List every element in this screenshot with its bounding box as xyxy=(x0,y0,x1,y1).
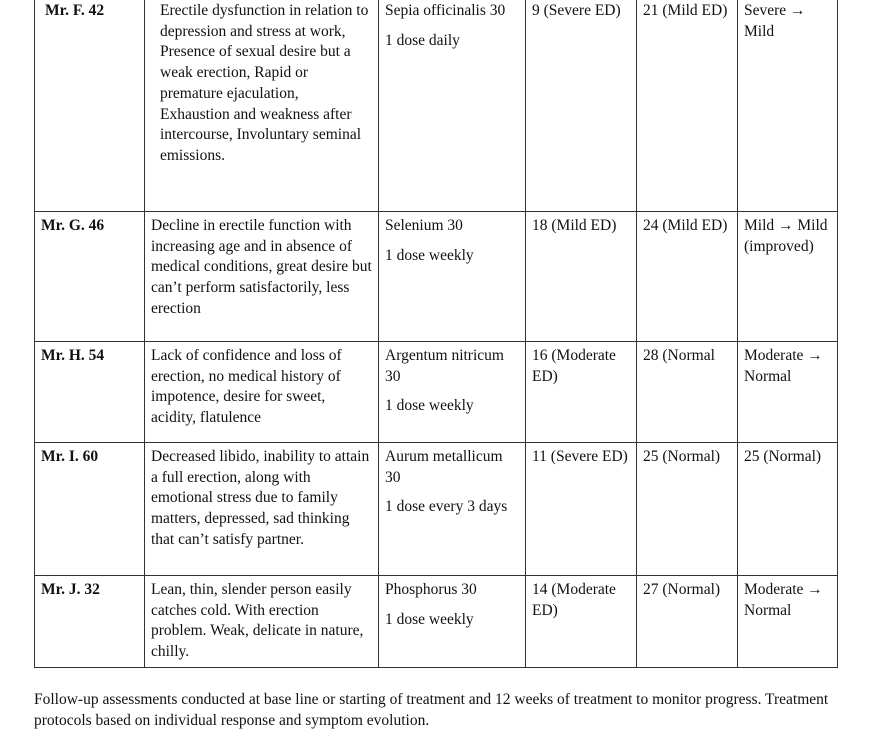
baseline-score-cell: 18 (Mild ED) xyxy=(526,212,637,342)
table-row xyxy=(35,0,838,212)
remedy-cell xyxy=(379,443,526,576)
dose: 1 dose daily xyxy=(385,31,460,49)
patient-cell: Mr. F. 42 xyxy=(35,0,145,212)
case-table xyxy=(34,0,838,668)
table-row xyxy=(35,342,838,443)
symptoms-cell: Erectile dysfunction in relation to depression and stress at work, Presence of sexual desire but a weak erection, Rapid or premature ejaculation, Exhaustion and weakness after intercourse, Involuntary seminal emissions. xyxy=(145,0,379,212)
followup-score-cell: 24 (Mild ED) xyxy=(637,212,738,342)
dose: 1 dose weekly xyxy=(385,610,474,628)
dose: 1 dose weekly xyxy=(385,397,474,415)
patient-cell: Mr. G. 46 xyxy=(35,212,145,342)
baseline-score-cell: 14 (Moderate ED) xyxy=(526,576,637,668)
patient-cell: Mr. I. 60 xyxy=(35,443,145,576)
remedy-cell xyxy=(379,0,526,212)
patient-cell: Mr. H. 54 xyxy=(35,342,145,443)
followup-score-cell: 27 (Normal) xyxy=(637,576,738,668)
symptoms-cell: Decreased libido, inability to attain a full erection, along with emotional stress due to family matters, depressed, sad thinking that can’t satisfy partner. xyxy=(145,443,379,576)
symptoms-cell: Lack of confidence and loss of erection, no medical history of impotence, desire for sweet, acidity, flatulence xyxy=(145,342,379,443)
outcome-cell: Moderate → Normal xyxy=(738,576,838,668)
symptoms-cell: Lean, thin, slender person easily catches cold. With erection problem. Weak, delicate in nature, chilly. xyxy=(145,576,379,668)
baseline-score-cell: 11 (Severe ED) xyxy=(526,443,637,576)
baseline-score-cell: 9 (Severe ED) xyxy=(526,0,637,212)
outcome-cell: Severe → Mild xyxy=(738,0,838,212)
table-footnote: Follow-up assessments conducted at base line or starting of treatment and 12 weeks of treatment to monitor progress. Treatment protocols based on individual response and symptom evolution. xyxy=(34,691,829,729)
remedy-cell xyxy=(379,576,526,668)
table-row xyxy=(35,576,838,668)
followup-score-cell: 28 (Normal xyxy=(637,342,738,443)
remedy-cell xyxy=(379,212,526,342)
outcome-cell: 25 (Normal) xyxy=(738,443,838,576)
patient-cell: Mr. J. 32 xyxy=(35,576,145,668)
symptoms-cell: Decline in erectile function with increasing age and in absence of medical conditions, great desire but can’t perform satisfactorily, less erection xyxy=(145,212,379,342)
remedy-name: Sepia officinalis 30 xyxy=(385,2,506,19)
dose: 1 dose every 3 days xyxy=(385,498,508,516)
dose: 1 dose weekly xyxy=(385,246,474,264)
remedy-cell xyxy=(379,342,526,443)
table-row xyxy=(35,212,838,342)
remedy-name: Aurum metallicum 30 xyxy=(385,448,503,486)
followup-score-cell: 25 (Normal) xyxy=(637,443,738,576)
remedy-name: Phosphorus 30 xyxy=(385,581,477,598)
outcome-cell: Mild → Mild (improved) xyxy=(738,212,838,342)
remedy-name: Argentum nitricum 30 xyxy=(385,347,504,385)
remedy-name: Selenium 30 xyxy=(385,217,463,234)
baseline-score-cell: 16 (Moderate ED) xyxy=(526,342,637,443)
table-row xyxy=(35,443,838,576)
outcome-cell: Moderate → Normal xyxy=(738,342,838,443)
followup-score-cell: 21 (Mild ED) xyxy=(637,0,738,212)
